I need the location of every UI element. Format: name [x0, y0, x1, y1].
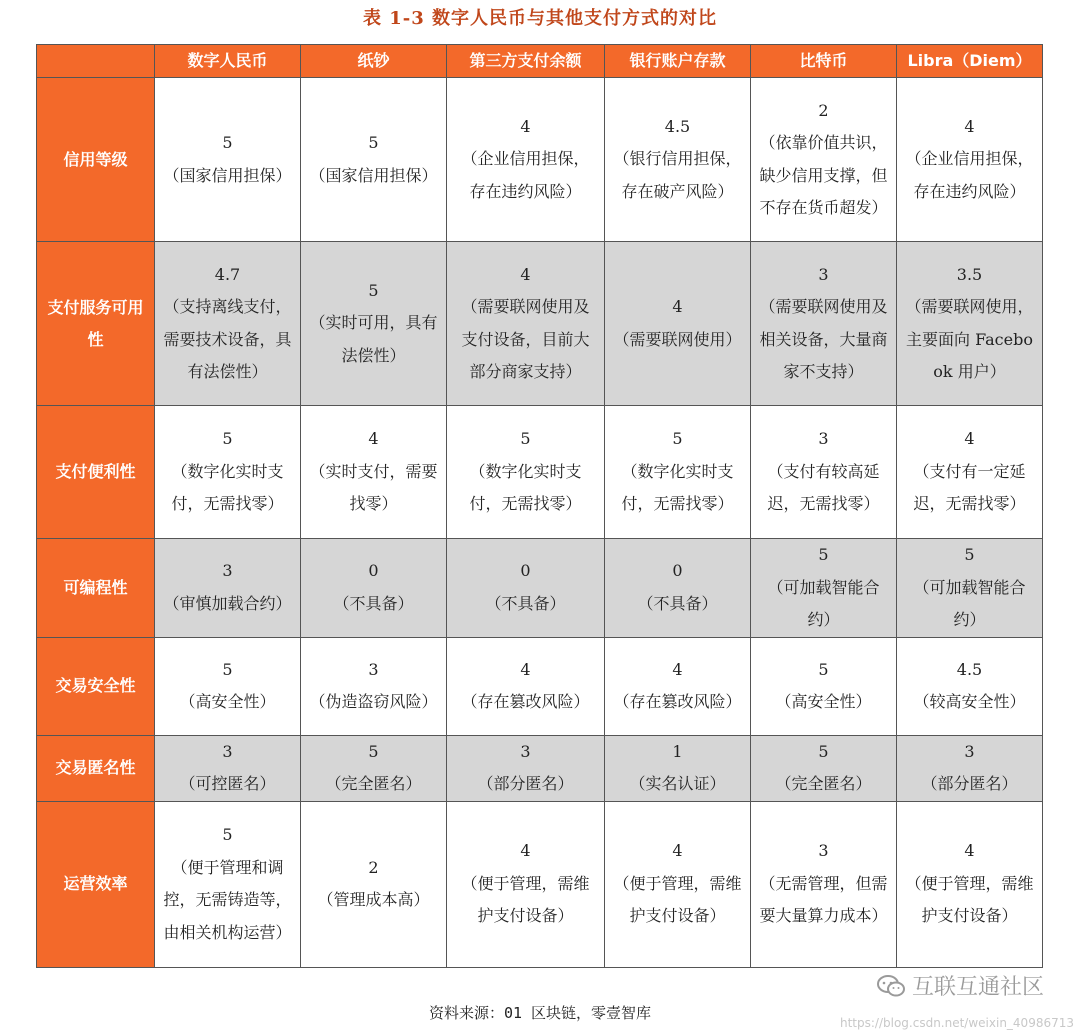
- table-cell: [155, 242, 301, 406]
- score-description: （企业信用担保，存在违约风险）: [905, 149, 1034, 201]
- score-description: （实时支付，需要找零）: [309, 461, 438, 514]
- wechat-icon: [876, 974, 906, 998]
- score-value: 2: [818, 100, 829, 120]
- score-value: 4: [520, 116, 531, 136]
- score-description: （银行信用担保，存在破产风险）: [613, 149, 742, 201]
- score-description: （高安全性）: [775, 692, 872, 711]
- table-cell: [897, 735, 1043, 801]
- score-description: （支付有较高延迟，无需找零）: [767, 461, 880, 514]
- score-description: （存在篡改风险）: [461, 692, 590, 711]
- watermark-text: 互联互通社区: [911, 975, 1044, 1000]
- table-cell: [605, 637, 751, 735]
- score-description: （便于管理和调控，无需铸造等，由相关机构运营）: [163, 857, 292, 942]
- table-cell: [447, 801, 605, 967]
- score-description: （可控匿名）: [179, 774, 276, 793]
- table-cell: [301, 406, 447, 539]
- table-cell: [751, 406, 897, 539]
- score-description: （实名认证）: [629, 774, 726, 793]
- score-value: 5: [368, 280, 379, 300]
- table-cell: [301, 78, 447, 242]
- score-description: （伪造盗窃风险）: [309, 692, 438, 711]
- table-row: [37, 735, 1043, 801]
- header-cell: [37, 45, 155, 78]
- score-description: （便于管理，需维护支付设备）: [461, 873, 590, 926]
- header-cell: 数字人民币: [155, 45, 301, 78]
- score-description: （完全匿名）: [775, 774, 872, 793]
- header-row: [37, 45, 1043, 78]
- table-row: [37, 539, 1043, 638]
- table-title: 表 1-3 数字人民币与其他支付方式的对比: [362, 8, 718, 29]
- score-value: 3: [222, 741, 233, 761]
- score-value: 4: [672, 297, 683, 316]
- table-cell: [301, 637, 447, 735]
- score-value: 5: [672, 429, 683, 449]
- table-row: [37, 78, 1043, 242]
- table-cell: [897, 78, 1043, 242]
- table-row: [37, 242, 1043, 406]
- row-header: 交易匿名性: [37, 735, 155, 801]
- score-value: 4: [520, 264, 531, 284]
- score-value: 5: [818, 545, 829, 564]
- score-value: 5: [222, 659, 233, 679]
- score-value: 4: [964, 116, 975, 136]
- table-cell: [447, 539, 605, 638]
- table-cell: [155, 539, 301, 638]
- table-cell: [155, 78, 301, 242]
- table-cell: [897, 801, 1043, 967]
- watermark: [876, 970, 1044, 1001]
- row-header: 可编程性: [37, 539, 155, 638]
- table-cell: [897, 406, 1043, 539]
- table-cell: [751, 801, 897, 967]
- score-value: 4: [368, 429, 379, 449]
- score-description: （较高安全性）: [913, 692, 1026, 711]
- score-value: 4: [520, 841, 531, 861]
- score-description: （存在篡改风险）: [613, 692, 742, 711]
- table-cell: [605, 539, 751, 638]
- score-value: 3: [368, 659, 379, 679]
- comparison-table: [36, 44, 1043, 968]
- score-value: 0: [520, 561, 531, 581]
- row-header: 信用等级: [37, 78, 155, 242]
- score-value: 5: [368, 133, 379, 152]
- score-value: 4: [672, 659, 683, 679]
- score-value: 3: [818, 429, 829, 449]
- table-cell: [447, 735, 605, 801]
- score-description: （可加载智能合约）: [767, 577, 880, 629]
- score-value: 5: [520, 429, 531, 449]
- table-row: [37, 406, 1043, 539]
- score-description: （不具备）: [637, 593, 718, 613]
- score-description: （管理成本高）: [317, 890, 430, 909]
- score-description: （支付有一定延迟，无需找零）: [913, 461, 1026, 514]
- table-cell: [155, 735, 301, 801]
- score-value: 3: [818, 841, 829, 861]
- table-cell: [301, 801, 447, 967]
- table-row: [37, 801, 1043, 967]
- table-cell: [301, 735, 447, 801]
- table-cell: [447, 406, 605, 539]
- score-description: （需要联网使用及相关设备，大量商家不支持）: [759, 297, 888, 381]
- header-cell: 第三方支付余额: [447, 45, 605, 78]
- score-value: 4.5: [956, 659, 983, 679]
- table-cell: [605, 242, 751, 406]
- score-value: 4: [964, 841, 975, 861]
- score-value: 3.5: [956, 264, 983, 284]
- table-cell: [897, 242, 1043, 406]
- score-description: （便于管理，需维护支付设备）: [905, 873, 1034, 926]
- table-cell: [301, 242, 447, 406]
- score-description: （数字化实时支付，无需找零）: [171, 461, 284, 514]
- score-description: （无需管理，但需要大量算力成本）: [759, 873, 888, 926]
- header-cell: 银行账户存款: [605, 45, 751, 78]
- table-cell: [605, 406, 751, 539]
- header-cell: Libra（Diem）: [897, 45, 1043, 78]
- table-row: [37, 637, 1043, 735]
- score-description: （国家信用担保）: [309, 165, 438, 185]
- score-value: 1: [672, 741, 683, 761]
- table-cell: [447, 637, 605, 735]
- source-note: 资料来源：01 区块链，零壹智库: [428, 1004, 652, 1022]
- score-description: （依靠价值共识，缺少信用支撑，但不存在货币超发）: [759, 133, 888, 217]
- score-description: （需要联网使用，主要面向 Facebook 用户）: [905, 297, 1034, 381]
- score-value: 5: [222, 825, 233, 844]
- score-description: （部分匿名）: [921, 774, 1018, 793]
- table-cell: [605, 735, 751, 801]
- score-description: （支持离线支付，需要技术设备，具有法偿性）: [163, 297, 292, 381]
- score-description: （企业信用担保，存在违约风险）: [461, 149, 590, 201]
- score-value: 3: [520, 741, 531, 761]
- score-value: 0: [672, 561, 683, 581]
- table-cell: [751, 242, 897, 406]
- table-cell: [751, 78, 897, 242]
- table-cell: [301, 539, 447, 638]
- score-description: （审慎加载合约）: [163, 593, 292, 613]
- score-value: 5: [818, 741, 829, 761]
- table-cell: [155, 637, 301, 735]
- score-value: 5: [818, 659, 829, 679]
- score-description: （实时可用，具有法偿性）: [309, 313, 438, 365]
- score-value: 4.5: [664, 116, 691, 136]
- table-cell: [605, 78, 751, 242]
- table-body: [37, 78, 1043, 968]
- table-cell: [155, 406, 301, 539]
- score-description: （国家信用担保）: [163, 165, 292, 185]
- score-value: 5: [368, 741, 379, 761]
- row-header: 交易安全性: [37, 637, 155, 735]
- score-description: （便于管理，需维护支付设备）: [613, 873, 742, 926]
- score-description: （需要联网使用）: [613, 329, 742, 349]
- score-description: （需要联网使用及支付设备，目前大部分商家支持）: [461, 297, 590, 381]
- row-header: 运营效率: [37, 801, 155, 967]
- score-value: 4: [672, 841, 683, 861]
- table-cell: [447, 242, 605, 406]
- score-description: （数字化实时支付，无需找零）: [469, 461, 582, 514]
- table-cell: [897, 637, 1043, 735]
- score-description: （不具备）: [333, 593, 414, 613]
- score-value: 3: [222, 561, 233, 581]
- row-header: 支付服务可用性: [37, 242, 155, 406]
- table-cell: [751, 539, 897, 638]
- score-description: （部分匿名）: [477, 774, 574, 793]
- score-value: 2: [368, 857, 379, 877]
- score-value: 5: [222, 133, 233, 152]
- table-cell: [155, 801, 301, 967]
- row-header: 支付便利性: [37, 406, 155, 539]
- score-value: 3: [964, 741, 975, 761]
- score-description: （数字化实时支付，无需找零）: [621, 461, 734, 514]
- score-value: 5: [964, 545, 975, 564]
- score-description: （不具备）: [485, 593, 566, 613]
- score-value: 4: [520, 659, 531, 679]
- table-cell: [751, 637, 897, 735]
- score-value: 4: [964, 429, 975, 449]
- header-cell: 比特币: [751, 45, 897, 78]
- table-cell: [447, 78, 605, 242]
- table-cell: [751, 735, 897, 801]
- score-value: 0: [368, 561, 379, 581]
- score-value: 5: [222, 429, 233, 449]
- header-cell: 纸钞: [301, 45, 447, 78]
- table-cell: [897, 539, 1043, 638]
- score-description: （可加载智能合约）: [913, 577, 1026, 629]
- table-cell: [605, 801, 751, 967]
- score-description: （完全匿名）: [325, 774, 422, 793]
- score-description: （高安全性）: [179, 692, 276, 711]
- url-watermark: https://blog.csdn.net/weixin_40986713: [839, 1016, 1074, 1030]
- score-value: 4.7: [214, 264, 241, 284]
- score-value: 3: [818, 264, 829, 284]
